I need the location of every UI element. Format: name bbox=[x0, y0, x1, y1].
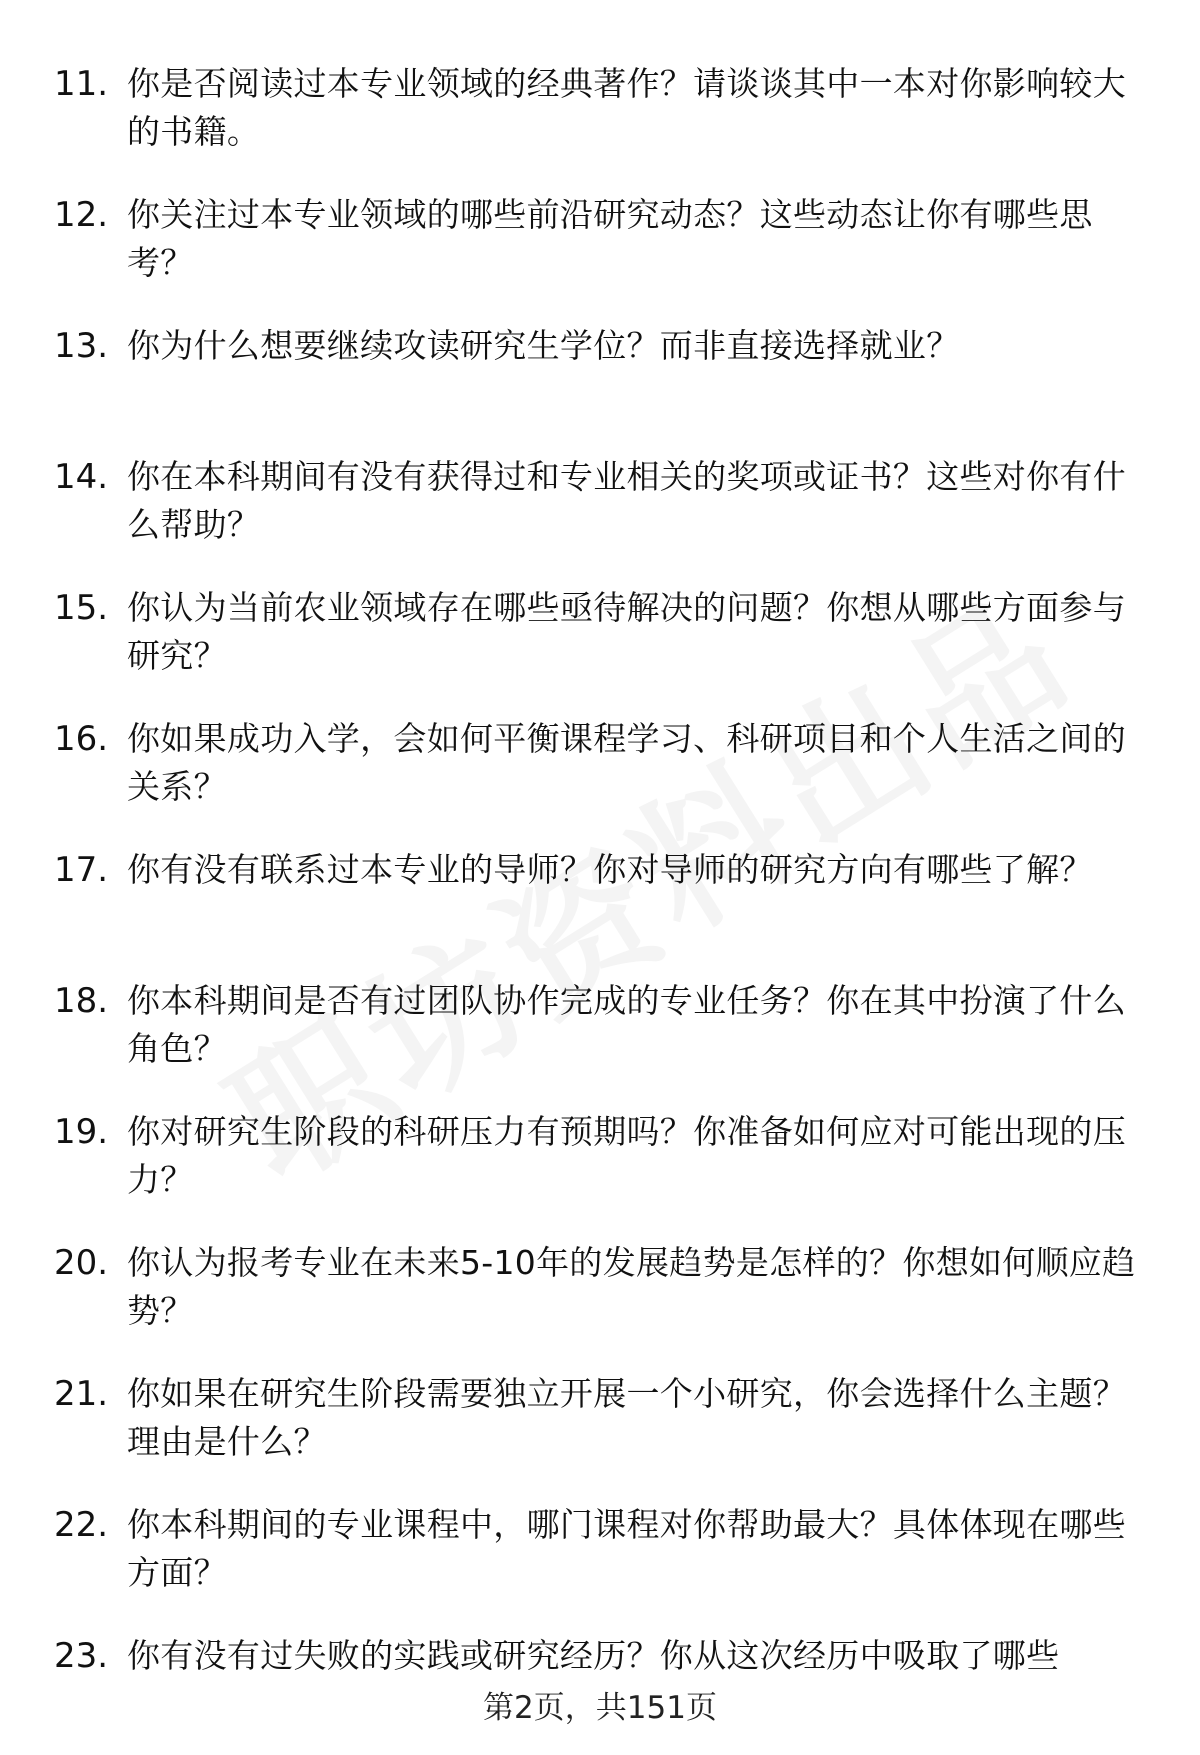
question-item bbox=[0, 1362, 1200, 1493]
question-list bbox=[0, 52, 1200, 1755]
question-text: 你本科期间是否有过团队协作完成的专业任务？你在其中扮演了什么角色？ bbox=[127, 981, 1126, 1068]
page-footer: 第2页，共151页 bbox=[483, 1690, 717, 1726]
question-item bbox=[0, 576, 1200, 707]
question-item bbox=[0, 1100, 1200, 1231]
question-number: 17. bbox=[54, 850, 109, 890]
question-text: 你对研究生阶段的科研压力有预期吗？你准备如何应对可能出现的压力？ bbox=[127, 1112, 1126, 1199]
question-number: 15. bbox=[54, 588, 109, 628]
question-number: 23. bbox=[54, 1636, 109, 1676]
question-number: 22. bbox=[54, 1505, 109, 1545]
question-item bbox=[0, 707, 1200, 838]
question-text: 你本科期间的专业课程中，哪门课程对你帮助最大？具体体现在哪些方面？ bbox=[127, 1505, 1126, 1592]
question-text: 你如果在研究生阶段需要独立开展一个小研究，你会选择什么主题？理由是什么？ bbox=[127, 1374, 1126, 1461]
question-text: 你认为当前农业领域存在哪些亟待解决的问题？你想从哪些方面参与研究？ bbox=[127, 588, 1126, 675]
question-number: 12. bbox=[54, 195, 109, 235]
question-item bbox=[0, 445, 1200, 576]
question-item bbox=[0, 314, 1200, 445]
question-text: 你关注过本专业领域的哪些前沿研究动态？这些动态让你有哪些思考？ bbox=[127, 195, 1093, 282]
question-text: 你如果成功入学，会如何平衡课程学习、科研项目和个人生活之间的关系？ bbox=[127, 719, 1126, 806]
question-text: 你有没有过失败的实践或研究经历？你从这次经历中吸取了哪些 bbox=[127, 1636, 1060, 1675]
question-item bbox=[0, 838, 1200, 969]
question-text: 你有没有联系过本专业的导师？你对导师的研究方向有哪些了解？ bbox=[127, 850, 1093, 889]
question-text: 你为什么想要继续攻读研究生学位？而非直接选择就业？ bbox=[127, 326, 960, 365]
question-item bbox=[0, 183, 1200, 314]
question-item bbox=[0, 969, 1200, 1100]
question-number: 21. bbox=[54, 1374, 109, 1414]
question-number: 20. bbox=[54, 1243, 109, 1283]
question-item bbox=[0, 1493, 1200, 1624]
question-text: 你是否阅读过本专业领域的经典著作？请谈谈其中一本对你影响较大的书籍。 bbox=[127, 64, 1126, 151]
question-number: 19. bbox=[54, 1112, 109, 1152]
question-number: 18. bbox=[54, 981, 109, 1021]
question-number: 14. bbox=[54, 457, 109, 497]
question-text: 你认为报考专业在未来5-10年的发展趋势是怎样的？你想如何顺应趋势？ bbox=[127, 1243, 1136, 1330]
question-number: 13. bbox=[54, 326, 109, 366]
question-number: 16. bbox=[54, 719, 109, 759]
question-item bbox=[0, 1231, 1200, 1362]
question-item bbox=[0, 52, 1200, 183]
question-number: 11. bbox=[54, 64, 109, 104]
question-text: 你在本科期间有没有获得过和专业相关的奖项或证书？这些对你有什么帮助？ bbox=[127, 457, 1126, 544]
